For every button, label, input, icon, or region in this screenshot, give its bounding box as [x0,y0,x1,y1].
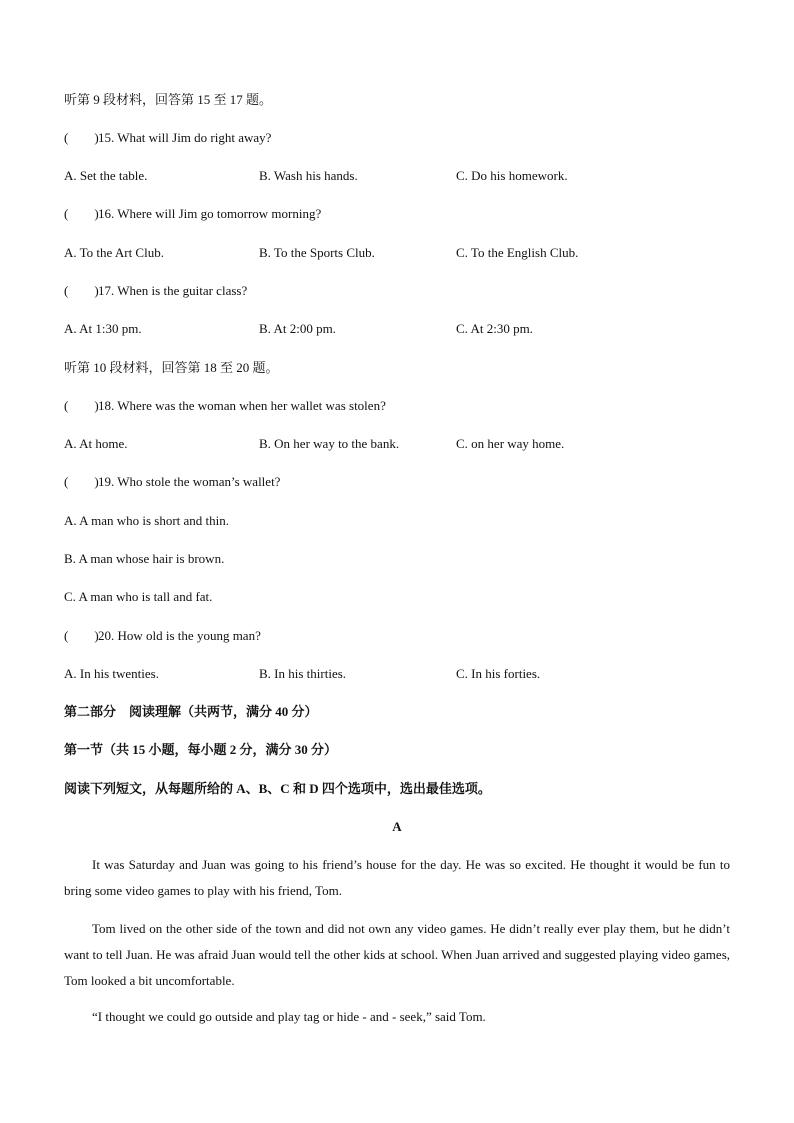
question-text: 19. Who stole the woman’s wallet? [98,474,281,489]
question-text: 16. Where will Jim go tomorrow morning? [98,206,322,221]
option-a: A. At home. [64,436,128,451]
answer-blank[interactable]: ( ) [64,206,99,221]
question-text: 15. What will Jim do right away? [98,130,272,145]
question-17 [64,282,247,300]
option-b: B. Wash his hands. [259,168,358,183]
paragraph-1: It was Saturday and Juan was going to his friend’s house for the day. He was so excited. He thought it would be fun to bring some video games to play with his friend, Tom. [64,857,730,898]
answer-blank[interactable]: ( ) [64,474,99,489]
question-text: 17. When is the guitar class? [98,283,248,298]
part-2-title: 第二部分 阅读理解（共两节，满分 40 分） [64,704,318,719]
option-a: A. In his twenties. [64,666,159,681]
option-a: A. To the Art Club. [64,245,164,260]
option-c: C. To the English Club. [456,245,579,260]
question-18 [64,397,386,415]
option-c: C. Do his homework. [456,168,568,183]
answer-blank[interactable]: ( ) [64,628,99,643]
section-1-title: 第一节（共 15 小题，每小题 2 分，满分 30 分） [64,742,338,757]
option-b: B. On her way to the bank. [259,436,400,451]
answer-blank[interactable]: ( ) [64,130,99,145]
option-c: C. on her way home. [456,436,565,451]
paragraph-2: Tom lived on the other side of the town and did not own any video games. He didn’t really ever play them, but he didn’t want to tell Juan. He was afraid Juan would tell the other kids at school. When Juan arrived and suggested playing video games, Tom looked a bit uncomfortable. [64,921,730,988]
option-c: C. In his forties. [456,666,541,681]
question-15 [64,129,271,147]
question-16 [64,205,321,223]
option-b: B. A man whose hair is brown. [64,551,225,566]
option-a: A. A man who is short and thin. [64,513,230,528]
answer-blank[interactable]: ( ) [64,283,99,298]
option-a: A. Set the table. [64,168,148,183]
section-intro-10: 听第 10 段材料，回答第 18 至 20 题。 [64,360,279,375]
answer-blank[interactable]: ( ) [64,398,99,413]
instruction: 阅读下列短文，从每题所给的 A、B、C 和 D 四个选项中，选出最佳选项。 [64,781,491,796]
question-text: 18. Where was the woman when her wallet was stolen? [98,398,386,413]
passage-label: A [392,819,402,834]
section-intro-9: 听第 9 段材料，回答第 15 至 17 题。 [64,92,273,107]
paragraph-3: “I thought we could go outside and play tag or hide - and - seek,” said Tom. [92,1009,486,1024]
option-b: B. At 2:00 pm. [259,321,336,336]
option-c: C. At 2:30 pm. [456,321,533,336]
option-c: C. A man who is tall and fat. [64,589,213,604]
option-b: B. To the Sports Club. [259,245,375,260]
option-b: B. In his thirties. [259,666,347,681]
question-19 [64,473,280,491]
question-20 [64,627,261,645]
option-a: A. At 1:30 pm. [64,321,142,336]
question-text: 20. How old is the young man? [98,628,261,643]
